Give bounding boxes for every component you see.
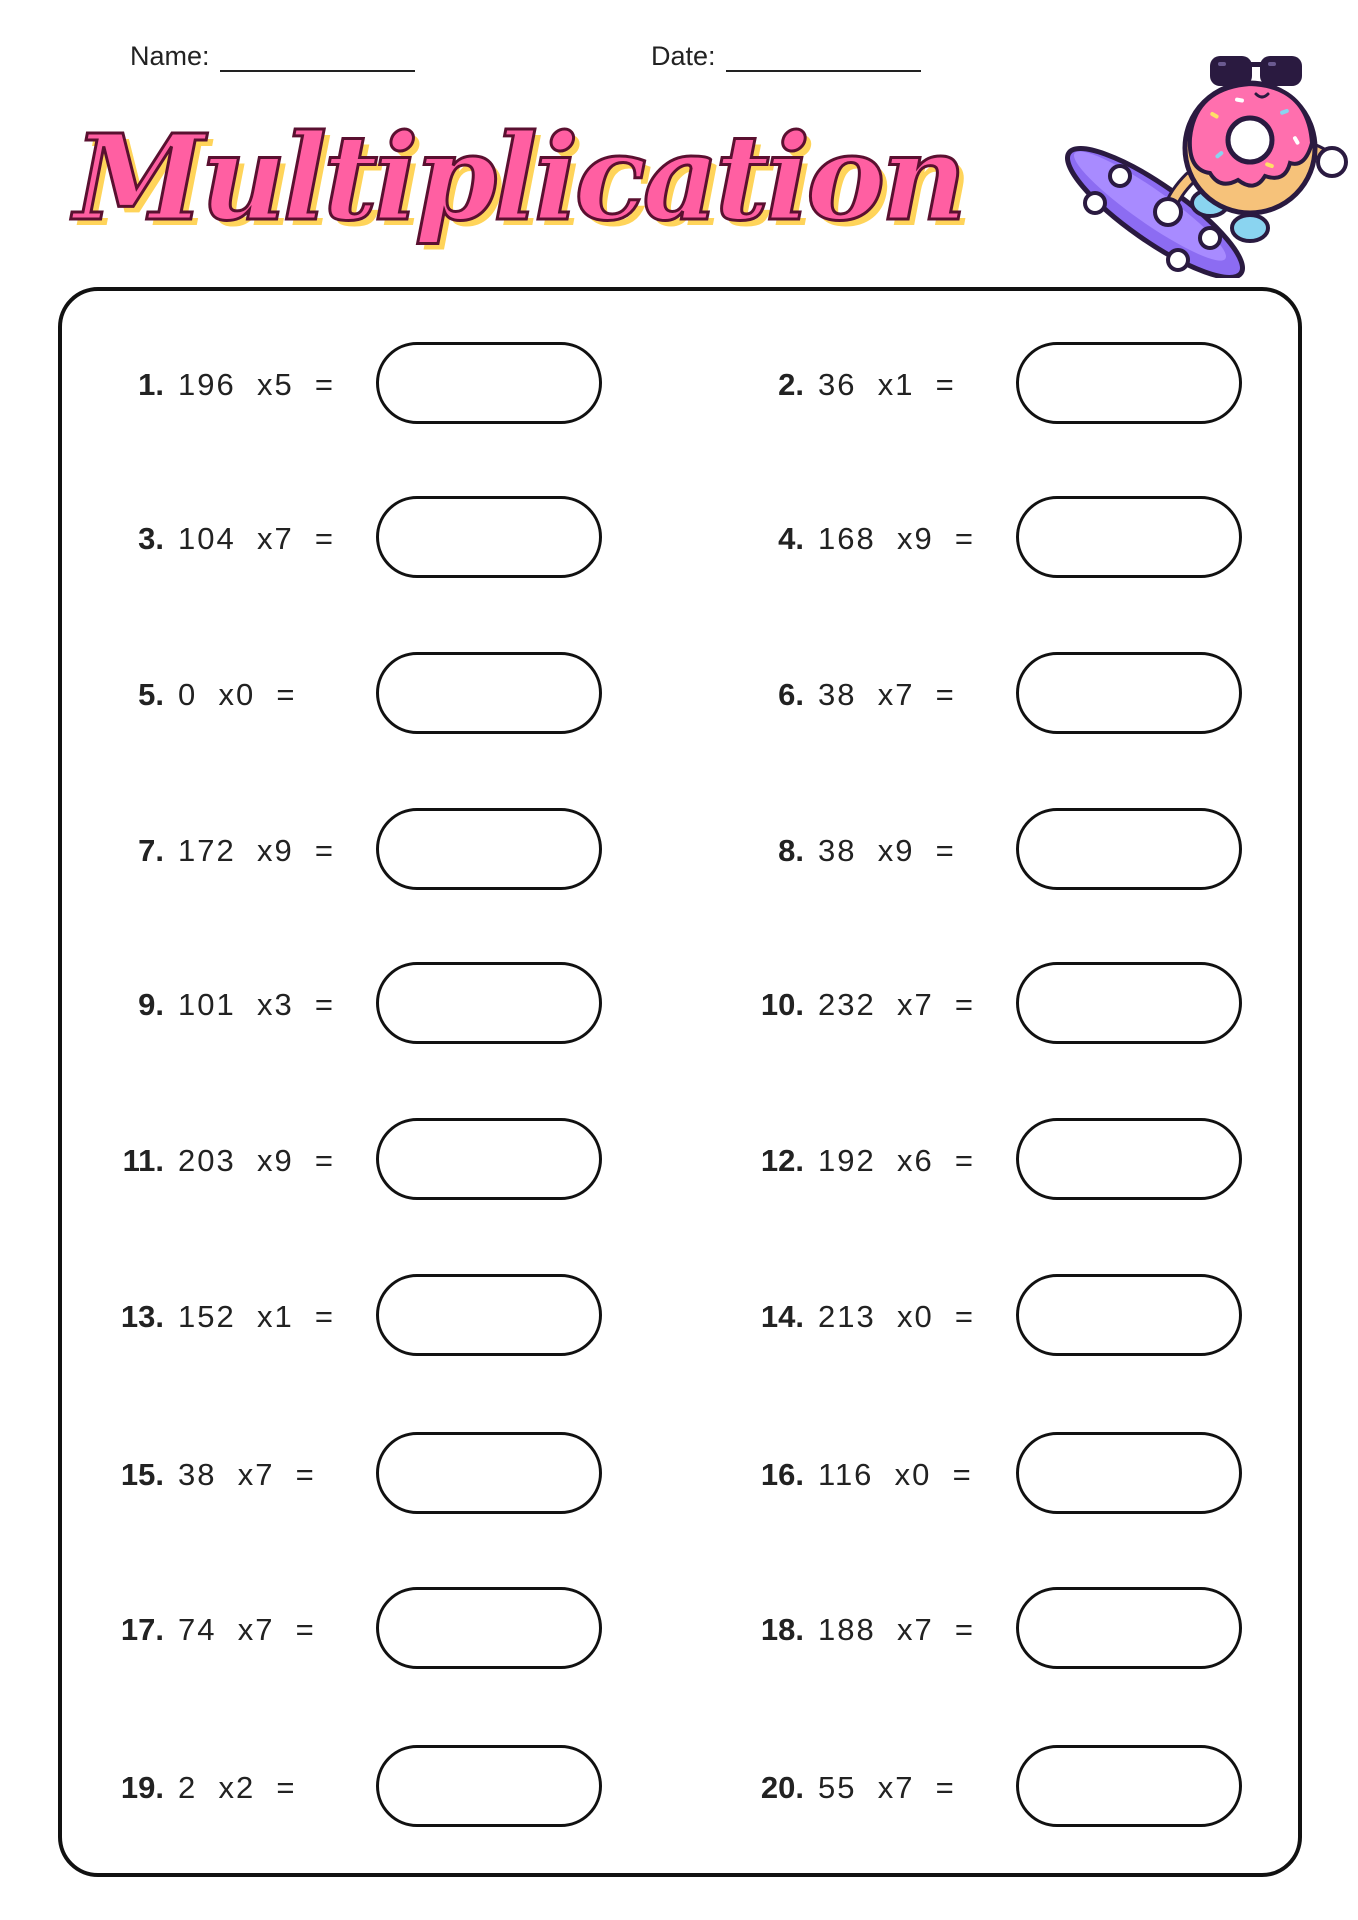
name-field[interactable] (130, 40, 415, 72)
answer-box[interactable] (376, 962, 602, 1044)
problem-number: 5. (138, 677, 164, 712)
answer-box[interactable] (1016, 1274, 1242, 1356)
problem-number: 10. (760, 987, 804, 1022)
problem-number: 6. (778, 677, 804, 712)
date-input-line[interactable] (726, 40, 921, 72)
problem-item (112, 1118, 672, 1204)
problem-item (112, 962, 672, 1048)
name-input-line[interactable] (220, 40, 415, 72)
problem-expression: 74 x7 = (178, 1612, 316, 1647)
problem-item (112, 652, 672, 738)
problem-number: 18. (760, 1612, 804, 1647)
problem-item (752, 1745, 1312, 1831)
donut-skateboard-mascot-icon (1060, 48, 1350, 278)
problem-number: 15. (120, 1457, 164, 1492)
problem-expression: 188 x7 = (818, 1612, 976, 1647)
problem-expression: 0 x0 = (178, 677, 297, 712)
problem-number: 2. (778, 367, 804, 402)
problem-expression: 168 x9 = (818, 521, 976, 556)
answer-box[interactable] (376, 1432, 602, 1514)
problem-number: 8. (778, 833, 804, 868)
problem-item (752, 342, 1312, 428)
problem-expression: 116 x0 = (818, 1457, 973, 1492)
problem-item (752, 808, 1312, 894)
problem-expression: 36 x1 = (818, 367, 956, 402)
problem-item (112, 496, 672, 582)
name-label: Name: (130, 41, 210, 71)
problem-expression: 101 x3 = (178, 987, 336, 1022)
answer-box[interactable] (1016, 1432, 1242, 1514)
answer-box[interactable] (1016, 1745, 1242, 1827)
problem-number: 12. (760, 1143, 804, 1178)
problem-number: 17. (120, 1612, 164, 1647)
answer-box[interactable] (376, 342, 602, 424)
problem-expression: 192 x6 = (818, 1143, 976, 1178)
answer-box[interactable] (1016, 652, 1242, 734)
date-label: Date: (651, 41, 716, 71)
answer-box[interactable] (376, 652, 602, 734)
problem-number: 14. (760, 1299, 804, 1334)
problem-number: 7. (138, 833, 164, 868)
problem-number: 19. (120, 1770, 164, 1805)
problem-number: 3. (138, 521, 164, 556)
answer-box[interactable] (1016, 1587, 1242, 1669)
problem-item (112, 1432, 672, 1518)
problem-item (752, 652, 1312, 738)
answer-box[interactable] (1016, 1118, 1242, 1200)
problem-expression: 38 x9 = (818, 833, 956, 868)
problem-expression: 213 x0 = (818, 1299, 976, 1334)
problem-expression: 203 x9 = (178, 1143, 336, 1178)
answer-box[interactable] (376, 1587, 602, 1669)
problem-item (112, 342, 672, 428)
answer-box[interactable] (376, 496, 602, 578)
answer-box[interactable] (376, 1118, 602, 1200)
donut-icon (1185, 83, 1315, 213)
problem-number: 9. (138, 987, 164, 1022)
answer-box[interactable] (376, 1274, 602, 1356)
problem-expression: 38 x7 = (178, 1457, 316, 1492)
answer-box[interactable] (376, 808, 602, 890)
problem-item (112, 808, 672, 894)
problem-item (112, 1274, 672, 1360)
problem-item (752, 1118, 1312, 1204)
answer-box[interactable] (376, 1745, 602, 1827)
problem-item (752, 496, 1312, 582)
problem-number: 20. (760, 1770, 804, 1805)
problem-expression: 38 x7 = (818, 677, 956, 712)
problem-item (752, 1432, 1312, 1518)
problem-number: 16. (760, 1457, 804, 1492)
problem-expression: 55 x7 = (818, 1770, 956, 1805)
problem-number: 1. (138, 367, 164, 402)
problem-expression: 104 x7 = (178, 521, 336, 556)
problem-number: 13. (120, 1299, 164, 1334)
problem-number: 11. (122, 1143, 164, 1178)
problem-item (752, 962, 1312, 1048)
answer-box[interactable] (1016, 808, 1242, 890)
problem-expression: 152 x1 = (178, 1299, 336, 1334)
page-title: Multiplication (74, 108, 963, 247)
answer-box[interactable] (1016, 496, 1242, 578)
problem-item (752, 1587, 1312, 1673)
problem-item (112, 1587, 672, 1673)
problem-expression: 232 x7 = (818, 987, 976, 1022)
problem-item (752, 1274, 1312, 1360)
answer-box[interactable] (1016, 962, 1242, 1044)
problem-expression: 172 x9 = (178, 833, 336, 868)
date-field[interactable] (651, 40, 921, 72)
problem-item (112, 1745, 672, 1831)
problem-number: 4. (778, 521, 804, 556)
answer-box[interactable] (1016, 342, 1242, 424)
problem-expression: 196 x5 = (178, 367, 336, 402)
problem-expression: 2 x2 = (178, 1770, 297, 1805)
